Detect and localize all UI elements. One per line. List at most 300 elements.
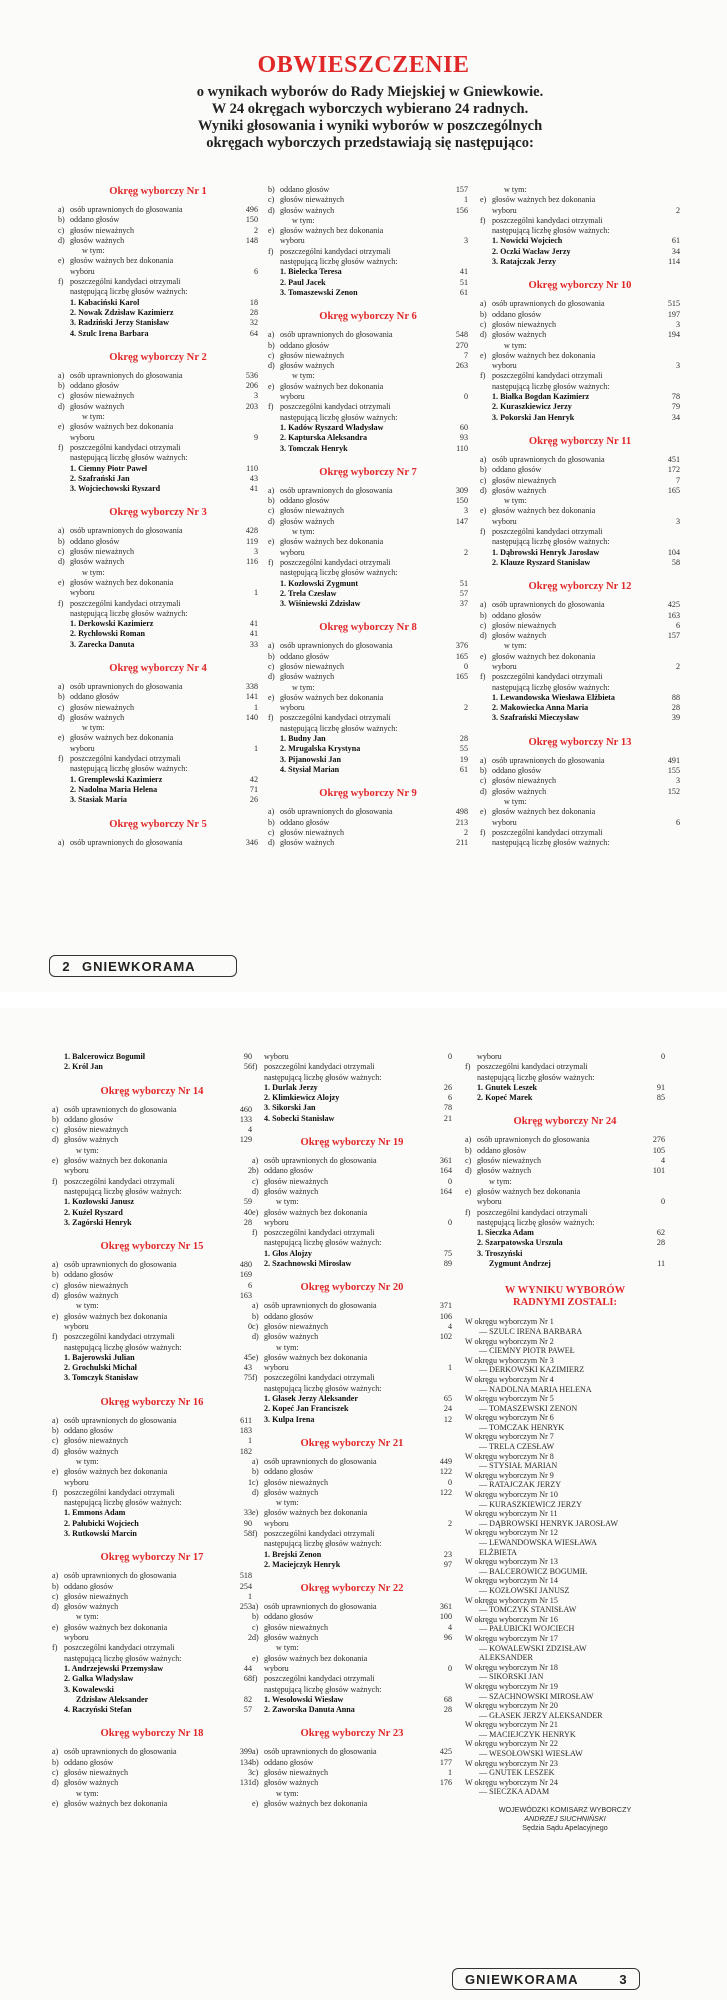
stat-row xyxy=(252,1674,452,1684)
stat-label: 1. Białka Bogdan Kazimierz xyxy=(492,392,590,402)
stat-letter: b) xyxy=(268,496,275,506)
stat-value: 2 xyxy=(247,1166,252,1176)
stat-label: w tym: xyxy=(76,1612,99,1622)
stat-label: a) osób uprawnionych do głosowania xyxy=(465,1135,590,1145)
stat-letter: d) xyxy=(480,485,487,495)
stat-value: 45 xyxy=(243,1352,252,1362)
stat-label: 2. Pałubicki Wojciech xyxy=(64,1518,139,1528)
stat-label: 3. Tomczyk Stanisław xyxy=(64,1373,139,1383)
stat-label: c) głosów nieważnych xyxy=(252,1176,329,1186)
stat-letter: f) xyxy=(252,1062,258,1072)
stat-row xyxy=(52,1592,252,1602)
stat-value: 100 xyxy=(439,1612,452,1622)
district-heading: Okręg wyborczy Nr 21 xyxy=(300,1437,404,1449)
stat-value: 152 xyxy=(667,786,680,796)
stat-value xyxy=(426,1373,452,1383)
stat-label: f) poszczególni kandydaci otrzymali xyxy=(52,1176,175,1186)
result-winner: — STYSIAŁ MARIAN xyxy=(479,1461,558,1471)
stat-row xyxy=(58,785,258,795)
stat-row xyxy=(52,1758,252,1768)
stat-row xyxy=(465,1259,665,1269)
result-district: W okręgu wyborczym Nr 18 xyxy=(465,1662,558,1672)
stat-value xyxy=(232,422,258,432)
stat-label: 2. Szachnowski Mirosław xyxy=(264,1259,352,1269)
result-district: W okręgu wyborczym Nr 5 xyxy=(465,1394,554,1404)
stat-row xyxy=(465,1228,665,1238)
stat-value: 91 xyxy=(656,1082,665,1092)
stat-value: 164 xyxy=(439,1166,452,1176)
stat-row xyxy=(58,713,258,723)
stat-label: w tym: xyxy=(276,1788,299,1798)
stat-label: d) głosów ważnych xyxy=(58,557,125,567)
stat-label: 4. Szulc Irena Barbara xyxy=(70,328,149,338)
stat-label: b) oddano głosów xyxy=(268,185,330,194)
stat-value: 7 xyxy=(675,475,680,485)
stat-row xyxy=(252,1197,452,1207)
stat-letter: f) xyxy=(465,1062,471,1072)
stat-label: e) głosów ważnych bez dokonania xyxy=(268,226,384,236)
stat-row xyxy=(252,1685,452,1695)
stat-row xyxy=(268,361,468,371)
stat-value: 2 xyxy=(675,205,680,215)
stat-value: 194 xyxy=(667,330,680,340)
stat-letter: d) xyxy=(252,1332,259,1342)
stat-value: 119 xyxy=(246,536,258,546)
stat-row xyxy=(52,1799,252,1809)
stat-value: 3 xyxy=(675,776,680,786)
district-heading: Okręg wyborczy Nr 15 xyxy=(100,1241,204,1253)
stat-value xyxy=(654,341,680,351)
stat-value xyxy=(639,1177,665,1187)
stat-value xyxy=(226,1685,252,1695)
result-winner: — KOZŁOWSKI JANUSZ xyxy=(479,1585,570,1595)
result-district: W okręgu wyborczym Nr 15 xyxy=(465,1595,558,1605)
stat-label: a) osób uprawnionych do głosowania xyxy=(252,1301,377,1311)
stat-row xyxy=(58,484,258,494)
stat-value xyxy=(232,754,258,764)
stat-value: 3 xyxy=(463,236,468,246)
stat-row xyxy=(268,641,468,651)
stat-row xyxy=(268,838,468,848)
page-gap xyxy=(0,992,727,1008)
stat-label: e) głosów ważnych bez dokonania xyxy=(58,422,174,432)
stat-row xyxy=(480,787,680,797)
stat-letter: b) xyxy=(480,766,487,776)
stat-label: 2. Kopeć Jan Franciszek xyxy=(264,1404,349,1414)
stat-label: następującą liczbę głosów ważnych: xyxy=(64,1653,182,1663)
stat-value: 101 xyxy=(652,1166,665,1176)
stat-value xyxy=(426,1208,452,1218)
stat-row xyxy=(480,662,680,672)
stat-label: b) oddano głosów xyxy=(268,651,330,661)
stat-row xyxy=(58,578,258,588)
stat-letter: c) xyxy=(52,1591,59,1601)
stat-letter: e) xyxy=(480,195,487,205)
stat-label: 1. Durlak Jerzy xyxy=(264,1082,318,1092)
result-winner: — TOMCZAK HENRYK xyxy=(479,1422,565,1432)
stat-label: 3. Szafrański Mieczysław xyxy=(492,713,579,723)
stat-row xyxy=(58,226,258,236)
stat-value xyxy=(442,683,468,693)
stat-label: e) głosów ważnych bez dokonania xyxy=(480,651,596,661)
stat-row xyxy=(58,723,258,733)
stat-row xyxy=(252,1758,452,1768)
stat-value xyxy=(426,1228,452,1238)
stat-row xyxy=(480,600,680,610)
stat-label: e) głosów ważnych bez dokonania xyxy=(252,1653,368,1663)
result-winner: — SZACHNOWSKI MIROSŁAW xyxy=(479,1691,594,1701)
stat-label: 2. Zaworska Danuta Anna xyxy=(264,1705,355,1715)
stat-label: d) głosów ważnych xyxy=(252,1332,319,1342)
stat-row xyxy=(58,318,258,328)
stat-row xyxy=(480,713,680,723)
stat-value: 34 xyxy=(671,412,680,422)
stat-value: 28 xyxy=(459,734,468,744)
page-title: OBWIESZCZENIE xyxy=(257,52,470,78)
stat-label: a) osób uprawnionych do głosowania xyxy=(58,205,183,214)
stat-letter: c) xyxy=(58,702,65,712)
stat-letter: f) xyxy=(268,713,274,723)
stat-letter: b) xyxy=(268,651,275,661)
stat-row xyxy=(252,1228,452,1238)
stat-value: 4 xyxy=(447,1622,452,1632)
result-winner: — DĄBROWSKI HENRYK JAROSŁAW xyxy=(479,1518,618,1528)
stat-label: następującą liczbę głosów ważnych: xyxy=(492,381,610,391)
stat-letter: d) xyxy=(480,786,487,796)
stat-row xyxy=(252,1083,452,1093)
stat-value: 1 xyxy=(247,1436,252,1446)
stat-label: a) osób uprawnionych do głosowania xyxy=(52,1747,177,1757)
stat-value xyxy=(442,527,468,537)
stat-row xyxy=(480,838,680,848)
stat-row xyxy=(465,1146,665,1156)
stat-row xyxy=(58,287,258,297)
stat-label: wyboru xyxy=(280,703,305,713)
stat-value: 2 xyxy=(463,827,468,837)
stat-row xyxy=(252,1550,452,1560)
stat-row xyxy=(52,1291,252,1301)
district-heading: Okręg wyborczy Nr 3 xyxy=(109,507,207,519)
stat-value xyxy=(442,558,468,568)
stat-letter: c) xyxy=(480,475,487,485)
stat-letter: a) xyxy=(252,1602,259,1612)
district-heading: Okręg wyborczy Nr 10 xyxy=(528,280,632,292)
result-district: W okręgu wyborczym Nr 19 xyxy=(465,1681,558,1691)
result-district: W okręgu wyborczym Nr 3 xyxy=(465,1355,554,1365)
stat-label: 1. Głasek Jerzy Aleksander xyxy=(264,1394,358,1404)
stat-value: 211 xyxy=(456,838,468,848)
stat-row xyxy=(58,619,258,629)
stat-label: c) głosów nieważnych xyxy=(268,661,345,671)
stat-value: 6 xyxy=(675,817,680,827)
stat-letter: b) xyxy=(480,309,487,319)
stat-row xyxy=(252,1103,452,1113)
stat-value: 104 xyxy=(667,547,680,557)
stat-label: e) głosów ważnych bez dokonania xyxy=(252,1798,368,1808)
stat-value: 64 xyxy=(249,328,258,338)
stat-label: c) głosów nieważnych xyxy=(465,1156,542,1166)
stat-letter: a) xyxy=(58,205,65,214)
stat-value: 61 xyxy=(459,287,468,297)
stat-row xyxy=(52,1674,252,1684)
stat-label: 2. Szafrański Jan xyxy=(70,473,130,483)
stat-row xyxy=(480,382,680,392)
stat-value: 2 xyxy=(675,661,680,671)
stat-value: 58 xyxy=(243,1528,252,1538)
stat-value xyxy=(232,578,258,588)
stat-row xyxy=(58,557,258,567)
stat-row xyxy=(268,765,468,775)
stat-value: 163 xyxy=(239,1291,252,1301)
stat-label: d) głosów ważnych xyxy=(480,786,547,796)
stat-label: następującą liczbę głosów ważnych: xyxy=(70,453,188,463)
stat-row xyxy=(480,527,680,537)
stat-label: f) poszczególni kandydaci otrzymali xyxy=(465,1062,588,1072)
stat-value xyxy=(426,1343,452,1353)
district-heading: Okręg wyborczy Nr 7 xyxy=(319,466,417,478)
stat-label: 3. Zagórski Henryk xyxy=(64,1217,132,1227)
stat-letter: b) xyxy=(252,1467,259,1477)
stat-value: 58 xyxy=(671,557,680,567)
stat-label: e) głosów ważnych bez dokonania xyxy=(480,506,596,516)
stat-row xyxy=(465,1197,665,1207)
stat-row xyxy=(58,682,258,692)
stat-value xyxy=(232,287,258,297)
page-number: 2 xyxy=(62,958,70,974)
stat-row xyxy=(52,1664,252,1674)
column-3 xyxy=(480,185,680,848)
stat-letter: a) xyxy=(465,1135,472,1145)
stat-row xyxy=(58,464,258,474)
stat-value xyxy=(426,1674,452,1684)
stat-row xyxy=(268,351,468,361)
stat-letter: a) xyxy=(58,681,65,691)
stat-letter: d) xyxy=(252,1487,259,1497)
stat-row xyxy=(465,1083,665,1093)
stat-value: 203 xyxy=(245,401,258,411)
stat-row xyxy=(480,476,680,486)
stat-value xyxy=(442,216,468,226)
stat-value: 56 xyxy=(243,1062,252,1072)
stat-letter: d) xyxy=(480,631,487,641)
stat-label: 3. Wiśniewski Zdzisław xyxy=(280,599,361,609)
stat-letter: a) xyxy=(252,1456,259,1466)
stat-label: 2. Gałka Władysław xyxy=(64,1674,134,1684)
stat-value xyxy=(639,1187,665,1197)
district-heading: Okręg wyborczy Nr 5 xyxy=(109,818,207,830)
stat-label: a) osób uprawnionych do głosowania xyxy=(58,370,183,380)
stat-label: wyboru xyxy=(70,588,95,598)
stat-row xyxy=(252,1073,452,1083)
stat-value xyxy=(442,247,468,257)
stat-label: wyboru xyxy=(264,1217,289,1227)
stat-row xyxy=(252,1259,452,1269)
stat-row xyxy=(52,1519,252,1529)
stat-row xyxy=(58,371,258,381)
stat-label: 3. Ratajczak Jerzy xyxy=(492,257,557,267)
stat-value xyxy=(426,1654,452,1664)
stat-value: 0 xyxy=(463,661,468,671)
stat-value: 491 xyxy=(667,755,680,765)
stat-label: c) głosów nieważnych xyxy=(268,827,345,837)
district-heading: Okręg wyborczy Nr 2 xyxy=(109,351,207,363)
stat-letter: e) xyxy=(480,350,487,360)
stat-label: e) głosów ważnych bez dokonania xyxy=(480,807,596,817)
stat-value: 11 xyxy=(657,1259,665,1269)
stat-row xyxy=(58,308,258,318)
stat-value xyxy=(232,443,258,453)
stat-value xyxy=(226,1312,252,1322)
stat-letter: b) xyxy=(252,1166,259,1176)
stat-value: 157 xyxy=(667,631,680,641)
stat-letter: a) xyxy=(480,600,487,610)
stat-row xyxy=(480,621,680,631)
stat-letter: d) xyxy=(252,1186,259,1196)
stat-row xyxy=(252,1612,452,1622)
district-heading: Okręg wyborczy Nr 22 xyxy=(300,1583,404,1595)
stat-value: 12 xyxy=(443,1414,452,1424)
stat-letter: e) xyxy=(268,537,275,547)
stat-label: w tym: xyxy=(276,1342,299,1352)
stat-letter: c) xyxy=(465,1156,472,1166)
stat-value: 32 xyxy=(249,318,258,328)
stat-value xyxy=(442,693,468,703)
stat-row xyxy=(252,1695,452,1705)
stat-value: 4 xyxy=(447,1321,452,1331)
stat-row xyxy=(52,1654,252,1664)
stat-value: 176 xyxy=(439,1778,452,1788)
stat-label: a) osób uprawnionych do głosowania xyxy=(268,641,393,651)
stat-row xyxy=(252,1467,452,1477)
stat-row xyxy=(480,766,680,776)
result-district: W okręgu wyborczym Nr 11 xyxy=(465,1509,558,1519)
page-3 xyxy=(0,1008,727,2000)
stat-label: 1. Emmons Adam xyxy=(64,1508,126,1518)
stat-label: 2. Nowak Zdzisław Kazimierz xyxy=(70,307,174,317)
stat-value xyxy=(426,1508,452,1518)
result-district: W okręgu wyborczym Nr 22 xyxy=(465,1739,558,1749)
stat-letter: b) xyxy=(52,1114,59,1124)
stat-value: 34 xyxy=(671,246,680,256)
stat-label: 2. Król Jan xyxy=(64,1062,103,1072)
stat-value: 270 xyxy=(455,340,468,350)
stat-label: a) osób uprawnionych do głosowania xyxy=(252,1602,377,1612)
stat-label: wyboru xyxy=(264,1518,289,1528)
stat-row xyxy=(52,1270,252,1280)
stat-label: d) głosów ważnych xyxy=(58,712,125,722)
stat-row xyxy=(480,392,680,402)
stat-value xyxy=(426,1353,452,1363)
page-2 xyxy=(0,0,727,992)
stat-value: 6 xyxy=(447,1093,452,1103)
stat-value: 2 xyxy=(247,1633,252,1643)
stat-label: 1. Kozłowski Janusz xyxy=(64,1197,134,1207)
stat-row xyxy=(268,195,468,205)
subtitle-line: o wynikach wyborów do Rady Miejskiej w Gniewkowie. xyxy=(196,84,544,100)
stat-row xyxy=(52,1768,252,1778)
stat-value: 90 xyxy=(243,1518,252,1528)
stat-label: następującą liczbę głosów ważnych: xyxy=(70,608,188,618)
stat-row xyxy=(58,640,258,650)
stat-letter: b) xyxy=(52,1757,59,1767)
stat-row xyxy=(58,547,258,557)
stat-letter: c) xyxy=(268,661,275,671)
stat-row xyxy=(268,444,468,454)
district-heading: Okręg wyborczy Nr 1 xyxy=(109,186,207,197)
stat-label: 3. Radziński Jerzy Stanisław xyxy=(70,318,169,328)
stat-value: 9 xyxy=(253,432,258,442)
stat-label: następującą liczbę głosów ważnych: xyxy=(264,1684,382,1694)
stat-label: w tym: xyxy=(292,682,315,692)
stat-row xyxy=(58,474,258,484)
stat-label: wyboru xyxy=(477,1052,502,1061)
stat-letter: c) xyxy=(252,1768,259,1778)
stat-row xyxy=(58,629,258,639)
stat-row xyxy=(52,1447,252,1457)
stat-row xyxy=(52,1052,252,1062)
stat-value: 361 xyxy=(439,1156,452,1166)
stat-row xyxy=(268,330,468,340)
stat-value: 85 xyxy=(656,1093,665,1103)
stat-letter: e) xyxy=(52,1467,59,1477)
stat-value: 28 xyxy=(243,1217,252,1227)
result-winner: — SIECZKA ADAM xyxy=(479,1787,550,1797)
stat-row xyxy=(52,1281,252,1291)
stat-row xyxy=(58,236,258,246)
stat-label: d) głosów ważnych xyxy=(58,401,125,411)
stat-label: e) głosów ważnych bez dokonania xyxy=(52,1156,168,1166)
result-winner: — PAŁUBICKI WOJCIECH xyxy=(479,1624,575,1634)
publication-name: GNIEWKORAMA xyxy=(465,1971,579,1987)
stat-value xyxy=(654,185,680,195)
stat-value xyxy=(232,599,258,609)
stat-label: e) głosów ważnych bez dokonania xyxy=(52,1798,168,1808)
stat-label: wyboru xyxy=(70,266,95,276)
stat-value xyxy=(426,1799,452,1809)
stat-value: 0 xyxy=(247,1321,252,1331)
stat-letter: a) xyxy=(268,485,275,495)
stat-letter: f) xyxy=(252,1228,258,1238)
stat-letter: d) xyxy=(268,205,275,215)
stat-label: c) głosów nieważnych xyxy=(58,702,135,712)
stat-row xyxy=(252,1363,452,1373)
stat-label: f) poszczególni kandydaci otrzymali xyxy=(268,713,391,723)
stat-row xyxy=(480,402,680,412)
stat-value xyxy=(442,568,468,578)
stat-row xyxy=(268,288,468,298)
subtitle-line: Wyniki głosowania i wyniki wyborów w poszczególnych xyxy=(197,118,543,134)
stat-label: następującą liczbę głosów ważnych: xyxy=(64,1498,182,1508)
stat-value: 41 xyxy=(459,267,468,277)
stat-row xyxy=(252,1177,452,1187)
stat-value xyxy=(639,1249,665,1259)
stat-label: d) głosów ważnych xyxy=(52,1291,119,1301)
stat-letter: e) xyxy=(252,1798,259,1808)
stat-label: w tym: xyxy=(292,215,315,225)
stat-letter: d) xyxy=(52,1446,59,1456)
stat-letter: a) xyxy=(52,1104,59,1114)
stat-row xyxy=(480,807,680,817)
stat-label: d) głosów ważnych xyxy=(252,1487,319,1497)
stat-label: e) głosów ważnych bez dokonania xyxy=(252,1508,368,1518)
stat-value: 0 xyxy=(447,1052,452,1061)
stat-row xyxy=(252,1654,452,1664)
stat-label: następującą liczbę głosów ważnych: xyxy=(70,287,188,297)
stat-value: 28 xyxy=(443,1705,452,1715)
stat-label: d) głosów ważnych xyxy=(252,1633,319,1643)
stat-row xyxy=(52,1373,252,1383)
stat-value: 515 xyxy=(667,299,680,309)
